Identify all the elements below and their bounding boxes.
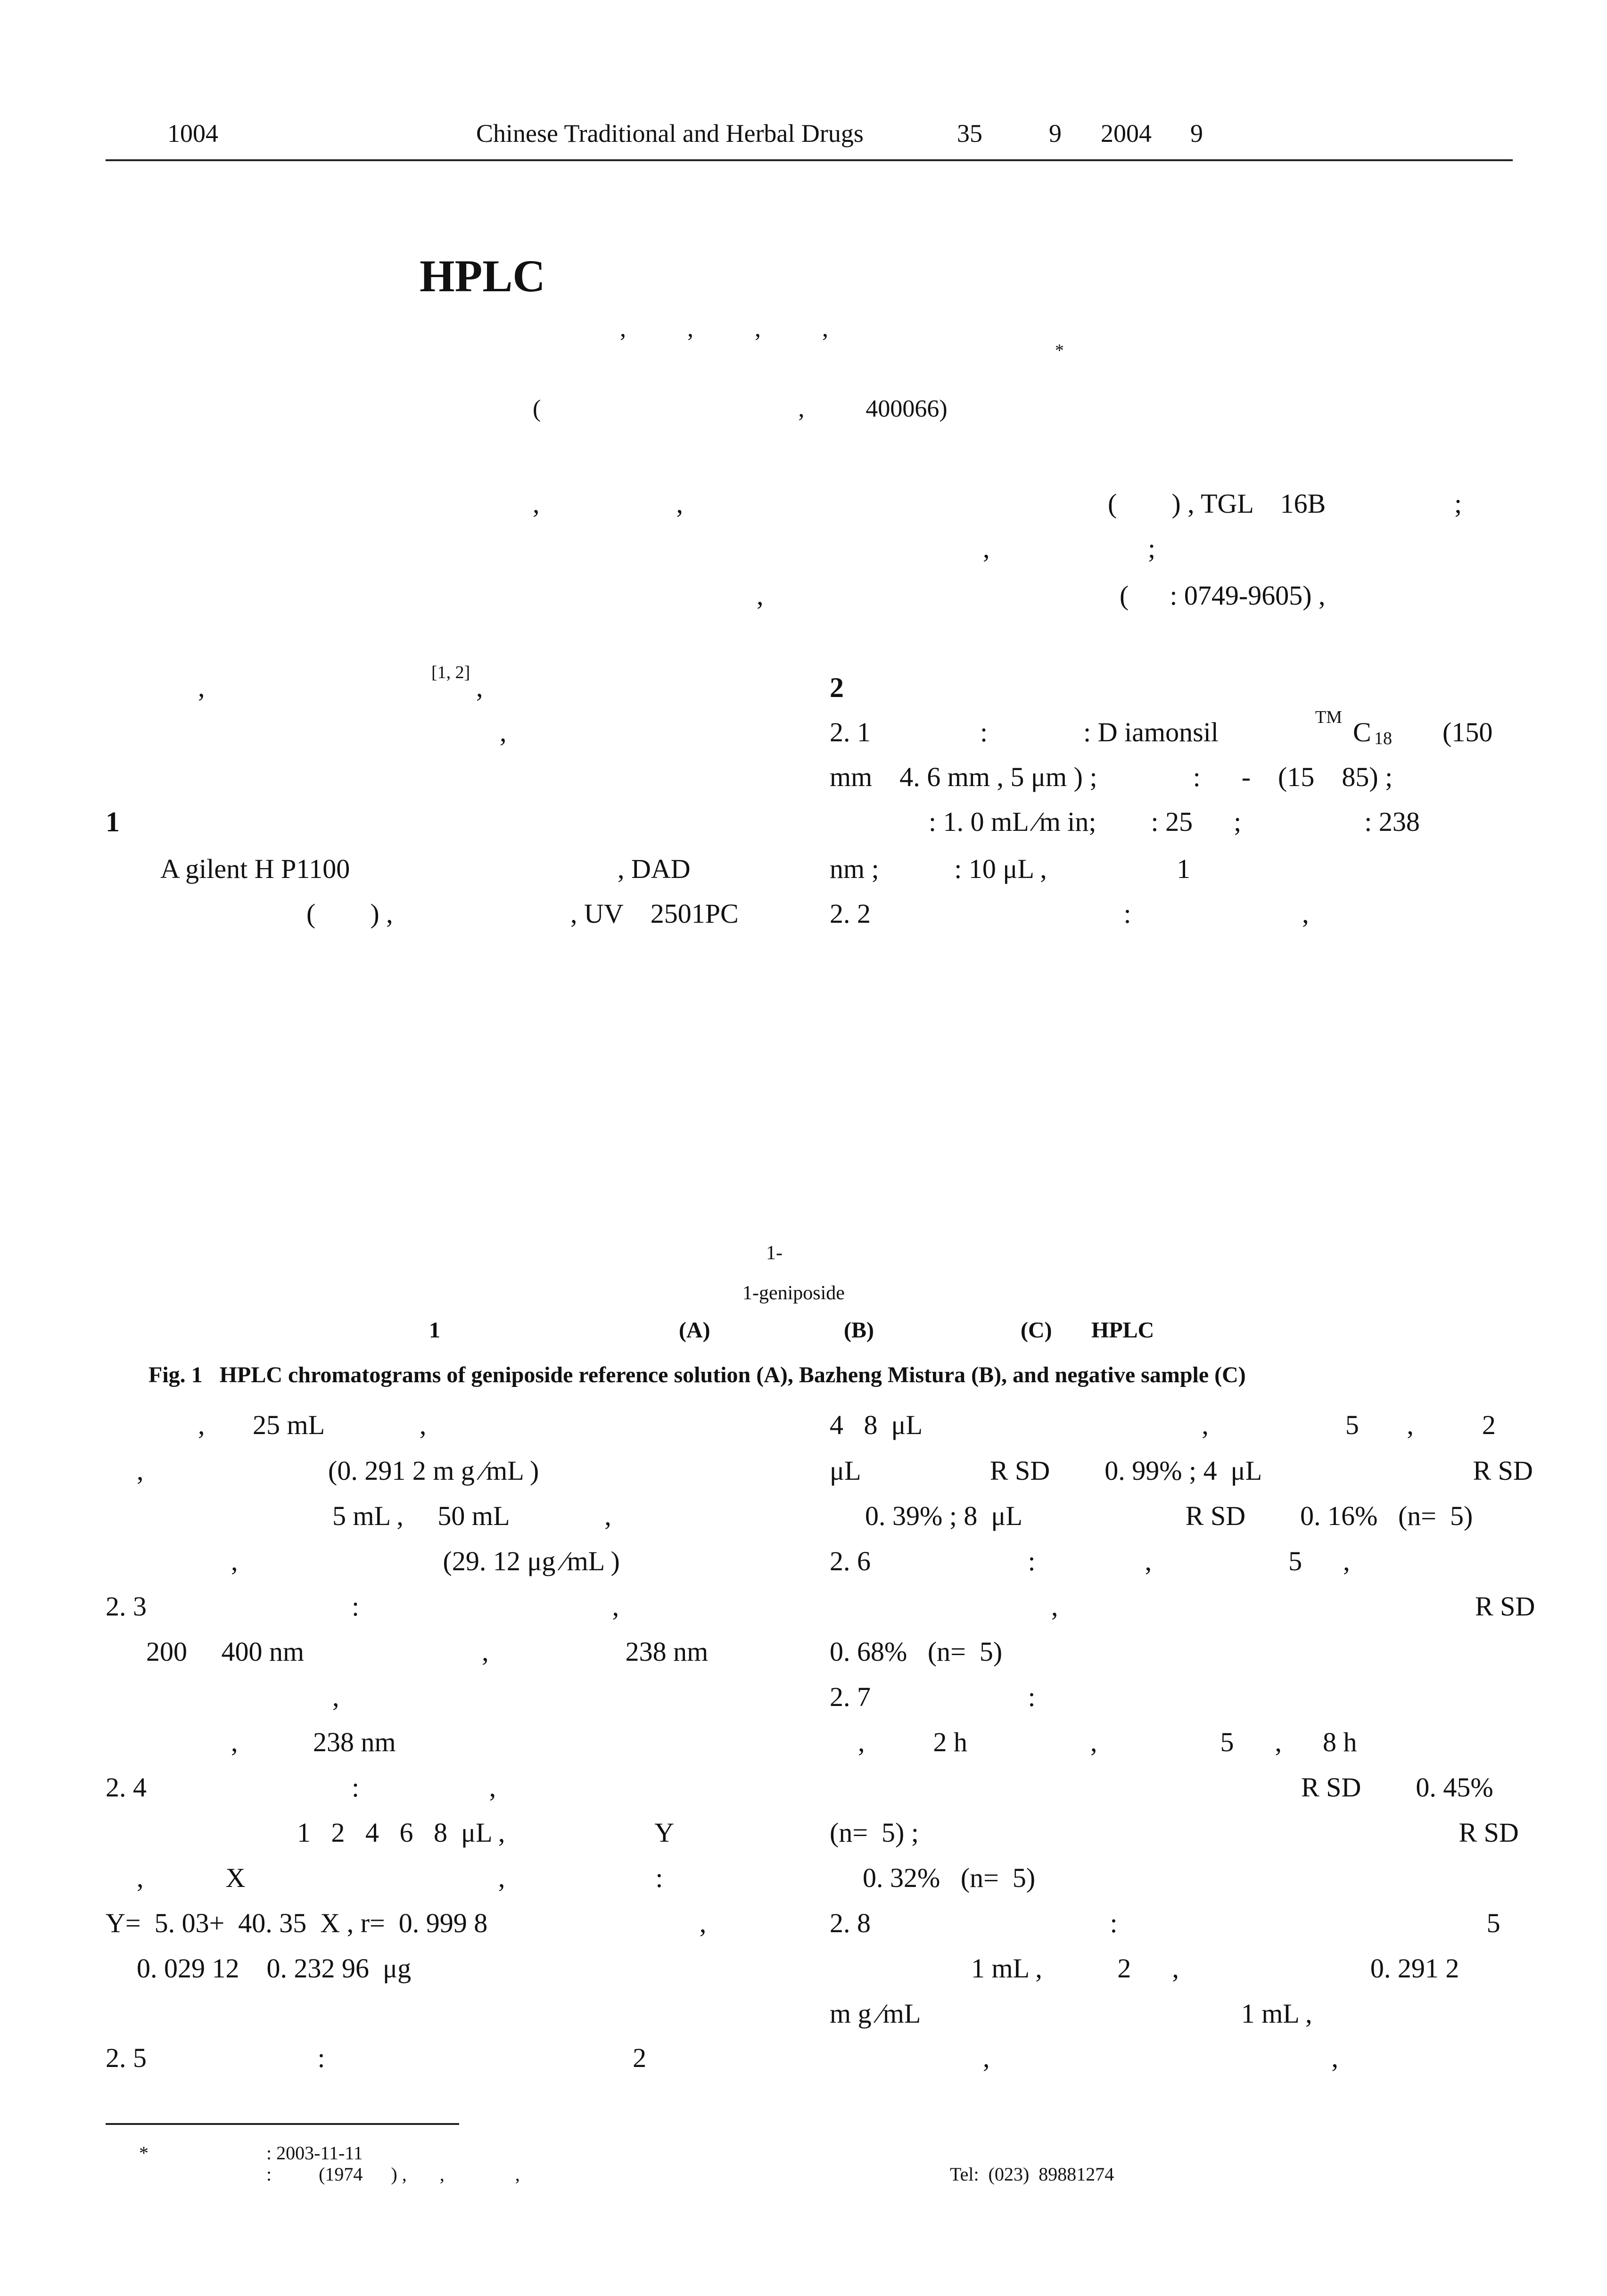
body-line: 200 400 nm , 238 nm	[146, 1636, 709, 1667]
figure-caption-b: (B)	[844, 1318, 874, 1343]
figure-peak-label: 1-geniposide	[742, 1282, 845, 1304]
abstract-line: ,	[983, 533, 990, 564]
intro-text: ,	[198, 672, 205, 703]
method-line: 2. 1 : : D iamonsil	[830, 717, 1219, 747]
figure-caption-a: (A)	[679, 1318, 710, 1343]
figure-peak-label: 1-	[766, 1242, 783, 1264]
page-number: 1004	[167, 119, 218, 148]
section-heading-1: 1	[106, 806, 120, 837]
footnote-received: : 2003-11-11	[266, 2142, 363, 2164]
body-line: Y= 5. 03+ 40. 35 X , r= 0. 999 8 ,	[106, 1908, 707, 1938]
method-line: : 1. 0 mL ⁄m in; : 25 ; : 238	[929, 806, 1420, 837]
instrument-text: ( ) ,	[306, 898, 393, 929]
body-line: 0. 029 12 0. 232 96 μg	[137, 1953, 412, 1984]
abstract-line: ;	[1148, 533, 1156, 564]
body-line: , 2 h , 5 , 8 h	[858, 1727, 1357, 1757]
figure-caption-number: 1	[429, 1318, 440, 1343]
header-rule	[106, 159, 1513, 161]
affiliation: ( , 400066)	[533, 395, 948, 422]
figure-caption-english: Fig. 1 HPLC chromatograms of geniposide reference solution (A), Bazheng Mistura (B), and negative sample (C)	[148, 1362, 1246, 1387]
body-line: , R SD	[1051, 1591, 1535, 1622]
body-line: 0. 32% (n= 5)	[863, 1862, 1036, 1893]
column-subscript: 18	[1374, 729, 1392, 748]
figure-caption-c: (C)	[1021, 1318, 1052, 1343]
method-line: (150	[1442, 717, 1493, 747]
body-line: , 238 nm	[231, 1727, 396, 1757]
body-line: 1 2 4 6 8 μL , Y	[297, 1817, 675, 1848]
journal-volume: 35	[957, 119, 982, 148]
body-line: , (0. 291 2 m g ⁄mL )	[137, 1455, 539, 1486]
body-line: 4 8 μL , 5 , 2	[830, 1410, 1496, 1440]
method-line: nm ; : 10 μL , 1	[830, 853, 1191, 884]
body-line: , 25 mL ,	[198, 1410, 427, 1440]
corresponding-mark: *	[1055, 341, 1064, 361]
citation-ref: [1, 2]	[431, 663, 470, 682]
method-line: mm 4. 6 mm , 5 μm ) ; : - (15 85) ;	[830, 762, 1393, 792]
abstract-line: ( : 0749-9605) ,	[1120, 580, 1326, 611]
body-line: 2. 4 : ,	[106, 1772, 496, 1803]
instrument-text: , UV 2501PC	[570, 898, 739, 929]
body-line: 2. 6 : , 5 ,	[830, 1546, 1350, 1576]
body-line: R SD 0. 45%	[1301, 1772, 1493, 1803]
body-line: 2. 7 :	[830, 1681, 1036, 1712]
body-line: 5 mL , 50 mL ,	[332, 1501, 611, 1531]
body-line: , (29. 12 μg ⁄mL )	[231, 1546, 620, 1576]
footnote-rule	[106, 2123, 459, 2125]
journal-name: Chinese Traditional and Herbal Drugs	[476, 119, 864, 148]
body-line: 0. 68% (n= 5)	[830, 1636, 1003, 1667]
body-line: ,	[332, 1681, 339, 1712]
body-line: , X , :	[137, 1862, 663, 1893]
body-line: , ,	[983, 2042, 1338, 2073]
intro-text: ,	[476, 672, 483, 703]
body-line: 2. 8 : 5	[830, 1908, 1500, 1938]
journal-issue: 9	[1049, 119, 1062, 148]
author-list: , , , ,	[620, 315, 828, 342]
section-heading-2: 2	[830, 672, 844, 703]
instrument-text: A gilent H P1100	[160, 853, 350, 884]
figure-caption-method: HPLC	[1091, 1318, 1154, 1343]
footnote-tel: Tel: (023) 89881274	[950, 2164, 1114, 2185]
body-line: 2. 5 : 2	[106, 2042, 647, 2073]
instrument-text: , DAD	[618, 853, 691, 884]
body-line: μL R SD 0. 99% ; 4 μL R SD	[830, 1455, 1533, 1486]
body-line: (n= 5) ; R SD	[830, 1817, 1519, 1848]
column-name: C	[1353, 717, 1371, 747]
method-line: 2. 2 : ,	[830, 898, 1309, 929]
abstract-line: ;	[1454, 488, 1462, 519]
body-line: 0. 39% ; 8 μL R SD 0. 16% (n= 5)	[865, 1501, 1473, 1531]
journal-month: 9	[1190, 119, 1203, 148]
body-line: 2. 3 : ,	[106, 1591, 619, 1622]
abstract-line: , ,	[533, 488, 683, 519]
abstract-line: ( ) , TGL 16B	[1108, 488, 1326, 519]
body-line: m g ⁄mL 1 mL ,	[830, 1998, 1312, 2029]
article-title: HPLC	[420, 251, 545, 301]
body-line: 1 mL , 2 , 0. 291 2	[971, 1953, 1459, 1984]
trademark-mark: TM	[1315, 707, 1342, 727]
footnote-author: : (1974 ) , , ,	[266, 2164, 520, 2185]
intro-text: ,	[500, 717, 507, 747]
abstract-line: ,	[757, 580, 764, 611]
footnote-star: *	[139, 2142, 148, 2164]
journal-year: 2004	[1101, 119, 1152, 148]
